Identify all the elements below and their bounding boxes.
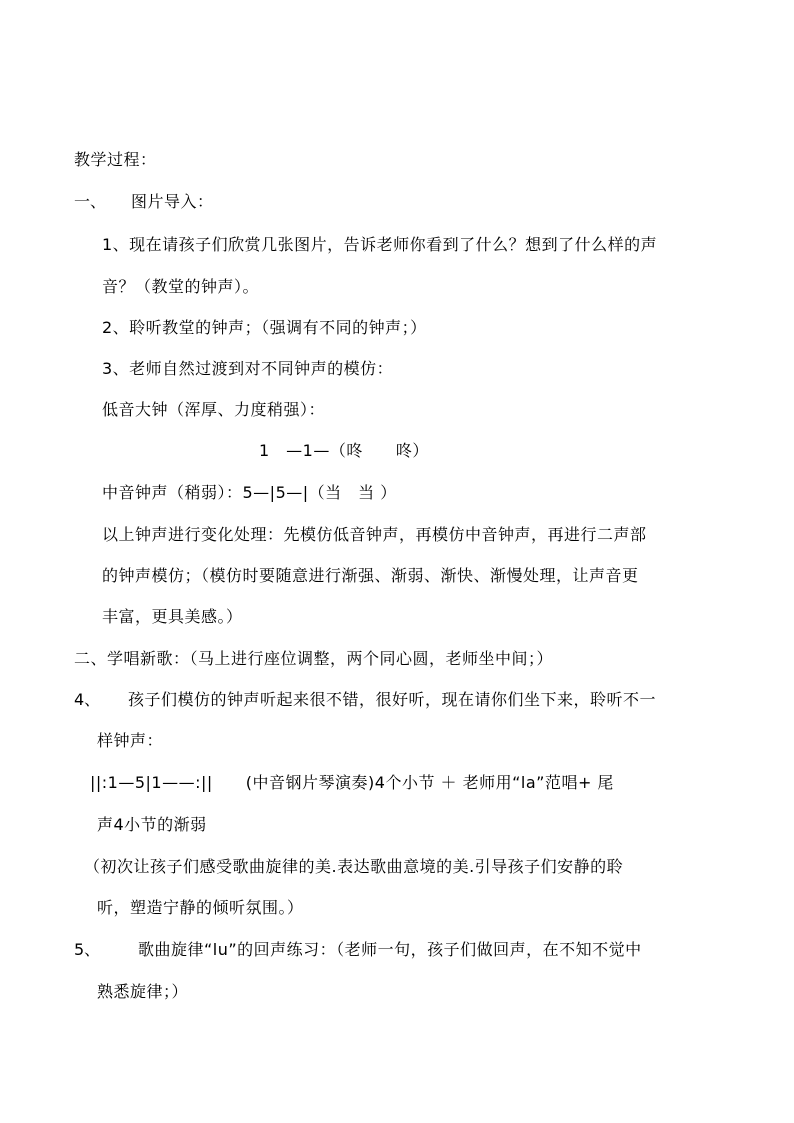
- section2-title: 二、学唱新歌：（马上进行座位调整，两个同心圆，老师坐中间；）: [74, 649, 554, 668]
- item4-line2: 样钟声：: [97, 731, 164, 750]
- notation-line1: ||:1—5|1——:|| (中音钢片琴演奏)4个小节 ＋ 老师用“la”范唱+ 尾: [90, 773, 614, 792]
- item4-number: 4、: [74, 690, 101, 709]
- low-bell-notation: 1 —1—（咚 咚）: [259, 441, 429, 460]
- heading-teaching-process: 教学过程：: [74, 150, 157, 169]
- variation-line3: 丰富，更具美感。）: [102, 607, 243, 626]
- note-line1: （初次让孩子们感受歌曲旋律的美.表达歌曲意境的美.引导孩子们安静的聆: [84, 857, 624, 876]
- variation-line2: 的钟声模仿；（模仿时要随意进行渐强、渐弱、渐快、渐慢处理，让声音更: [102, 566, 639, 585]
- notation-line2: 声4小节的渐弱: [97, 815, 207, 834]
- low-bell-label: 低音大钟（浑厚、力度稍强）：: [102, 400, 326, 419]
- item5-line1: 歌曲旋律“lu”的回声练习：（老师一句，孩子们做回声，在不知不觉中: [138, 940, 642, 959]
- variation-line1: 以上钟声进行变化处理：先模仿低音钟声，再模仿中音钟声，再进行二声部: [102, 525, 647, 544]
- item4-line1: 孩子们模仿的钟声听起来很不错，很好听，现在请你们坐下来，聆听不一: [128, 690, 657, 709]
- item5-number: 5、: [74, 940, 101, 959]
- section1-number: 一、: [74, 192, 107, 211]
- item2: 2、聆听教堂的钟声；（强调有不同的钟声；）: [102, 318, 427, 337]
- note-line2: 听，塑造宁静的倾听氛围。）: [97, 898, 304, 917]
- item3: 3、老师自然过渡到对不同钟声的模仿：: [102, 359, 394, 378]
- item5-line2: 熟悉旋律；）: [97, 982, 189, 1001]
- mid-bell-label: 中音钟声（稍弱）：5—|5—|（当 当 ）: [102, 483, 397, 502]
- item1-line1: 1、现在请孩子们欣赏几张图片，告诉老师你看到了什么？想到了什么样的声: [102, 235, 658, 254]
- section1-title: 图片导入：: [131, 192, 214, 211]
- item1-line2: 音？（教堂的钟声）。: [102, 277, 260, 296]
